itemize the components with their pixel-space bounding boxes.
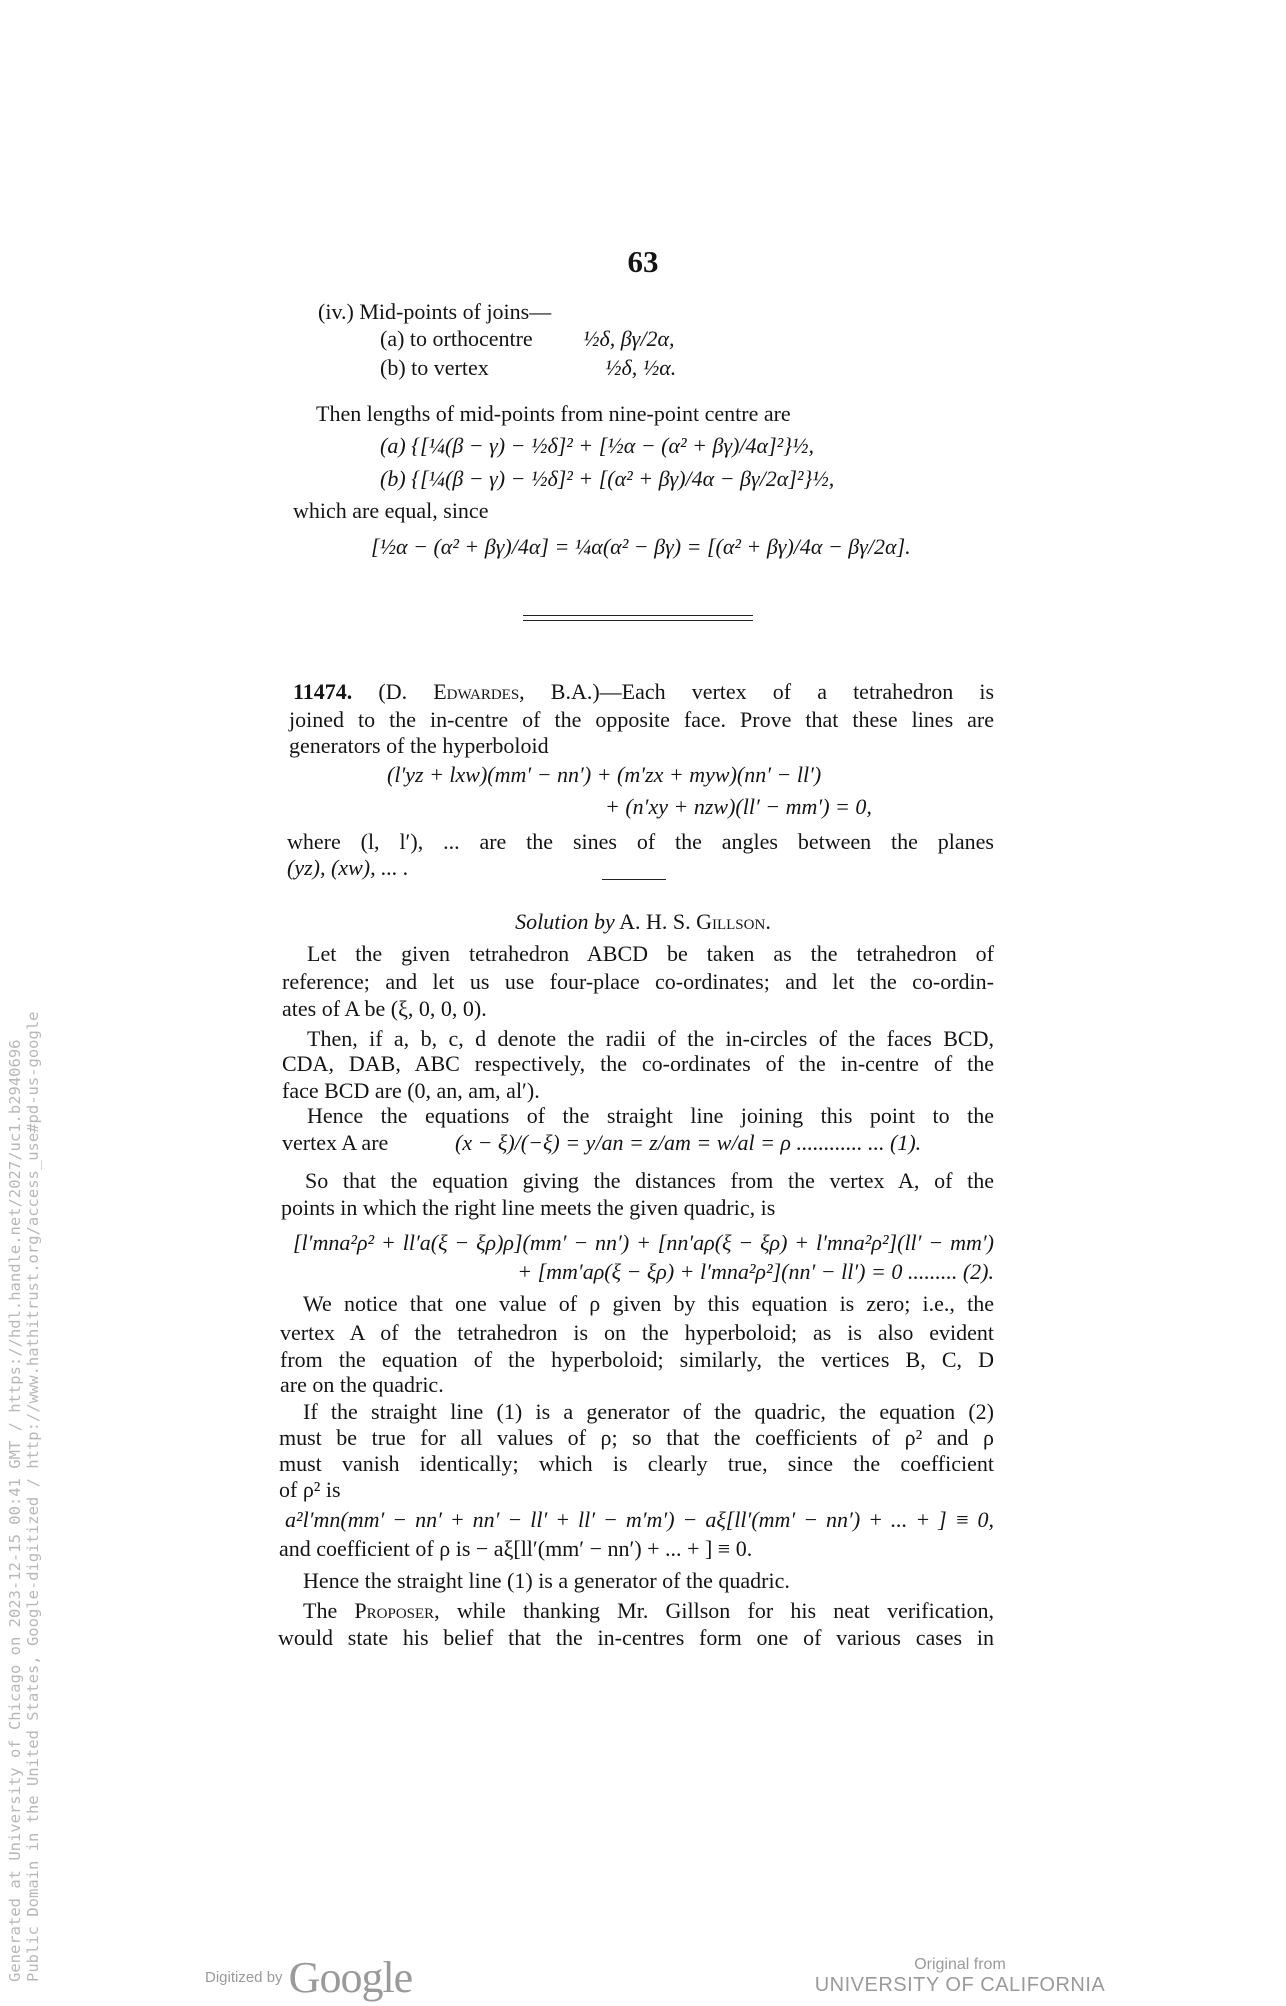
section-heading: (iv.) Mid-points of joins—	[318, 299, 552, 324]
paragraph-line	[303, 1597, 994, 1624]
paragraph-line: and coefficient of ρ is − aξ[ll′(mm′ − nn′) + ... + ] ≡ 0.	[279, 1536, 753, 1561]
text: , B.A.)—Each vertex of a tetrahedron is	[519, 679, 995, 704]
paragraph-line: would state his belief that the in-centres form one of various cases in	[278, 1625, 994, 1650]
equality-formula: [½α − (α² + βγ)/4α] = ¼α(α² − βγ) = [(α² + βγ)/4α − βγ/2α].	[371, 534, 911, 559]
text: , while thanking Mr. Gillson for his neat verification,	[434, 1598, 994, 1623]
short-rule	[602, 879, 666, 880]
paragraph-line: Then lengths of mid-points from nine-point centre are	[316, 401, 791, 426]
item-a-value: ½δ, βγ/2α,	[583, 326, 675, 351]
paragraph-line: CDA, DAB, ABC respectively, the co-ordinates of the in-centre of the	[282, 1051, 994, 1076]
equation-2: [l′mna²ρ² + ll′a(ξ − ξρ)ρ](mm′ − nn′) + [nn′aρ(ξ − ξρ) + l′mna²ρ²](ll′ − mm′)	[293, 1230, 994, 1255]
paragraph-line: joined to the in-centre of the opposite face. Prove that these lines are	[289, 707, 994, 732]
paragraph-line: must be true for all values of ρ; so that the coefficients of ρ² and ρ	[279, 1425, 994, 1450]
paragraph-line: are on the quadric.	[280, 1372, 444, 1397]
text: The	[303, 1598, 355, 1623]
problem-heading	[293, 678, 994, 705]
formula-a: (a) {[¼(β − γ) − ½δ]² + [½α − (α² + βγ)/4α]²}½,	[380, 433, 815, 458]
equation-2-cont: + [mm′aρ(ξ − ξρ) + l′mna²ρ²](nn′ − ll′) = 0 ......... (2).	[517, 1259, 994, 1284]
paragraph-line: must vanish identically; which is clearly true, since the coefficient	[279, 1451, 994, 1476]
item-b-value: ½δ, ½α.	[605, 355, 677, 380]
paragraph-line: (yz), (xw), ... .	[287, 855, 409, 880]
paragraph-line: of ρ² is	[279, 1477, 341, 1502]
paragraph-line: generators of the hyperboloid	[289, 733, 549, 758]
paragraph-line: where (l, l′), ... are the sines of the angles between the planes	[287, 829, 994, 854]
solver-name: Gillson	[696, 909, 766, 934]
page-number: 63	[627, 244, 659, 279]
paragraph-line: face BCD are (0, an, am, al′).	[282, 1078, 540, 1103]
google-logo: Google	[288, 1953, 413, 2002]
problem-number: 11474.	[293, 679, 353, 704]
paragraph-line: We notice that one value of ρ given by this equation is zero; i.e., the	[303, 1291, 994, 1316]
equation-1: (x − ξ)/(−ξ) = y/an = z/am = w/al = ρ ............ ... (1).	[455, 1130, 922, 1155]
paragraph-line: Then, if a, b, c, d denote the radii of the in-circles of the faces BCD,	[307, 1026, 994, 1051]
text: A. H. S.	[619, 909, 697, 934]
paragraph-line: reference; and let us use four-place co-ordinates; and let the co-ordin-	[282, 969, 994, 994]
paragraph-line: ates of A be (ξ, 0, 0, 0).	[282, 996, 487, 1021]
divider-rule	[523, 615, 753, 616]
paragraph-line: vertex A of the tetrahedron is on the hyperboloid; as is also evident	[280, 1320, 994, 1345]
paragraph-line: which are equal, since	[293, 498, 489, 523]
digitized-by-google-logo	[205, 1952, 412, 2003]
problem-author: Edwardes	[433, 679, 520, 704]
text: Digitized by	[205, 1969, 283, 1986]
paragraph-line: Hence the equations of the straight line joining this point to the	[307, 1103, 994, 1128]
paragraph-line: from the equation of the hyperboloid; similarly, the vertices B, C, D	[280, 1347, 994, 1372]
coefficient-equation: a²l′mn(mm′ − nn′ + nn′ − ll′ + ll′ − m′m′) − aξ[ll′(mm′ − nn′) + ... + ] ≡ 0,	[285, 1507, 994, 1532]
watermark-line: Public Domain in the United States, Google-digitized / http://www.hathitrust.org/access_use#pd-us-google	[24, 1011, 42, 1982]
watermark-line: Generated at University of Chicago on 2023-12-15 00:41 GMT / https://hdl.handle.net/2027/uc1.b2940696	[6, 1039, 24, 1982]
university-name: UNIVERSITY OF CALIFORNIA	[814, 1974, 1106, 1996]
solution-heading	[0, 908, 1286, 935]
paragraph-line: So that the equation giving the distances from the vertex A, of the	[305, 1168, 994, 1193]
text: .	[765, 909, 771, 934]
item-a-label: (a) to orthocentre	[380, 326, 533, 351]
paragraph-line: If the straight line (1) is a generator of the quadric, the equation (2)	[303, 1399, 994, 1424]
text: Original from	[914, 1956, 1006, 1973]
problem-equation: + (n′xy + nzw)(ll′ − mm′) = 0,	[605, 794, 872, 819]
proposer: Proposer	[354, 1598, 435, 1623]
formula-b: (b) {[¼(β − γ) − ½δ]² + [(α² + βγ)/4α − βγ/2α]²}½,	[380, 466, 835, 491]
paragraph-line: vertex A are	[282, 1130, 389, 1155]
original-from	[795, 1956, 1125, 1997]
divider-rule	[523, 620, 753, 621]
paragraph-line: points in which the right line meets the given quadric, is	[281, 1195, 776, 1220]
text: (D.	[378, 679, 434, 704]
paragraph-line: Hence the straight line (1) is a generator of the quadric.	[303, 1568, 790, 1593]
paragraph-line: Let the given tetrahedron ABCD be taken as the tetrahedron of	[307, 941, 994, 966]
problem-equation: (l′yz + lxw)(mm′ − nn′) + (m′zx + myw)(nn′ − ll′)	[387, 762, 822, 787]
item-b-label: (b) to vertex	[380, 355, 489, 380]
text: Solution by	[515, 909, 615, 934]
